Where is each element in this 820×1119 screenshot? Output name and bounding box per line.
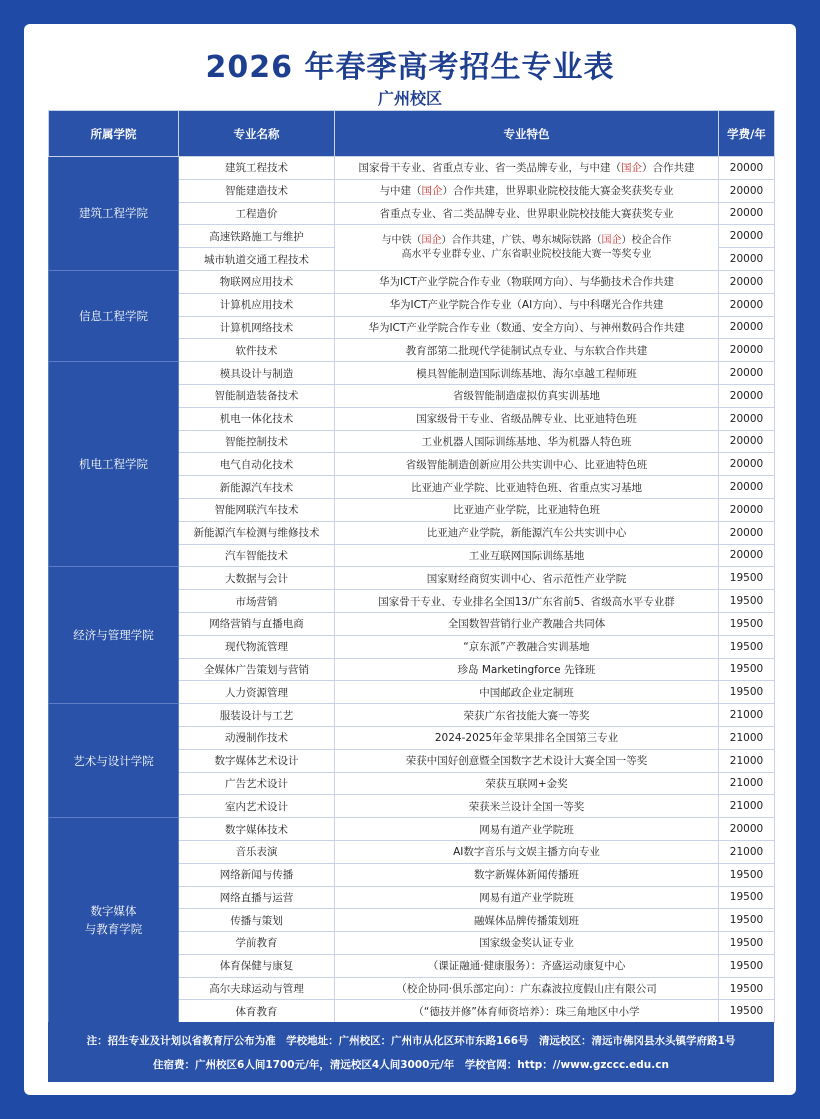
feature-cell: [335, 818, 719, 841]
feature-cell: [335, 635, 719, 658]
feature-segment: 网易有道产业学院班: [479, 823, 574, 836]
header-fee: 学费/年: [719, 111, 775, 157]
feature-segment: 省级智能制造虚拟仿真实训基地: [453, 390, 600, 403]
feature-segment: （校企协同·俱乐部定向）：广东森波拉度假山庄有限公司: [396, 983, 657, 996]
enrollment-card: [24, 24, 796, 1095]
major-cell: 智能建造技术: [179, 179, 335, 202]
fee-cell: 19500: [719, 863, 775, 886]
feature-segment: ）校企合作: [621, 234, 672, 246]
feature-cell: [335, 567, 719, 590]
major-cell: 汽车智能技术: [179, 544, 335, 567]
feature-cell: [335, 932, 719, 955]
feature-segment: 国家骨干专业、省重点专业、省一类品牌专业，与中建（: [358, 162, 621, 175]
feature-segment: 中国邮政企业定制班: [479, 686, 574, 699]
college-name: 数字媒体: [90, 904, 137, 919]
feature-segment: 教育部第二批现代学徒制试点专业、与东软合作共建: [405, 344, 648, 357]
major-cell: 计算机网络技术: [179, 316, 335, 339]
feature-segment: 比亚迪产业学院、比亚迪特色班、省重点实习基地: [411, 481, 642, 494]
major-cell: 全媒体广告策划与营销: [179, 658, 335, 681]
fee-cell: 21000: [719, 704, 775, 727]
feature-cell: [335, 179, 719, 202]
major-cell: 体育教育: [179, 1000, 335, 1023]
fee-cell: 20000: [719, 157, 775, 180]
table-row: [49, 704, 775, 727]
footer-line-2: 住宿费：广州校区6人间1700元/年，清远校区4人间3000元/年 学校官网：http：//www.gzccc.edu.cn: [153, 1059, 669, 1071]
college-cell: [49, 157, 179, 271]
feature-segment: （“德技并修”体育师资培养）：珠三角地区中小学: [413, 1005, 640, 1018]
feature-segment: 工业互联网国际训练基地: [468, 549, 585, 562]
feature-cell: [335, 362, 719, 385]
fee-cell: 20000: [719, 202, 775, 225]
major-cell: 室内艺术设计: [179, 795, 335, 818]
feature-cell: [335, 157, 719, 180]
feature-segment: 华为ICT产业学院合作专业（物联网方向）、与华勤技术合作共建: [378, 276, 675, 289]
major-cell: 软件技术: [179, 339, 335, 362]
fee-cell: 19500: [719, 567, 775, 590]
feature-segment: 省重点专业、省二类品牌专业、世界职业院校技能大赛获奖专业: [379, 207, 674, 220]
fee-cell: 20000: [719, 293, 775, 316]
feature-segment: 荣获米兰设计全国一等奖: [468, 800, 585, 813]
major-cell: 人力资源管理: [179, 681, 335, 704]
college-name: 信息工程学院: [79, 309, 148, 324]
college-name: 与教育学院: [84, 922, 143, 937]
major-cell: 网络新闻与传播: [179, 863, 335, 886]
feature-cell: [335, 316, 719, 339]
campus-subtitle: 广州校区: [377, 89, 442, 108]
major-cell: 传播与策划: [179, 909, 335, 932]
fee-cell: 19500: [719, 886, 775, 909]
fee-cell: 20000: [719, 453, 775, 476]
major-cell: 智能网联汽车技术: [179, 498, 335, 521]
feature-cell: [335, 476, 719, 499]
major-cell: 数字媒体艺术设计: [179, 749, 335, 772]
feature-cell: [335, 453, 719, 476]
feature-cell: [335, 681, 719, 704]
major-cell: 机电一体化技术: [179, 407, 335, 430]
feature-cell: [335, 795, 719, 818]
fee-cell: 21000: [719, 749, 775, 772]
table-row: [49, 818, 775, 841]
table-header-row: [49, 111, 775, 157]
feature-cell: [335, 544, 719, 567]
feature-segment: 高水平专业群专业、广东省职业院校技能大赛一等奖专业: [401, 248, 652, 260]
feature-segment: 荣获广东省技能大赛一等奖: [463, 709, 590, 722]
feature-cell: [335, 521, 719, 544]
major-cell: 计算机应用技术: [179, 293, 335, 316]
feature-cell: [335, 225, 719, 271]
feature-cell: [335, 749, 719, 772]
header-feature: 专业特色: [335, 111, 719, 157]
feature-cell: [335, 977, 719, 1000]
major-cell: 新能源汽车检测与维修技术: [179, 521, 335, 544]
major-cell: 智能控制技术: [179, 430, 335, 453]
major-cell: 高尔夫球运动与管理: [179, 977, 335, 1000]
feature-segment: 国家骨干专业、专业排名全国13/广东省前5、省级高水平专业群: [378, 595, 675, 608]
feature-cell: [335, 772, 719, 795]
college-name: 经济与管理学院: [73, 628, 154, 643]
fee-cell: 20000: [719, 430, 775, 453]
fee-cell: 20000: [719, 225, 775, 248]
fee-cell: 20000: [719, 818, 775, 841]
feature-cell: [335, 270, 719, 293]
feature-segment: 与中铁（: [381, 234, 422, 246]
fee-cell: 19500: [719, 590, 775, 613]
feature-segment: 国家级金奖认证专业: [479, 937, 574, 950]
fee-cell: 21000: [719, 772, 775, 795]
college-cell: [49, 704, 179, 818]
college-cell: [49, 567, 179, 704]
fee-cell: 20000: [719, 498, 775, 521]
feature-segment: “京东派”产教融合实训基地: [463, 641, 590, 654]
fee-cell: 20000: [719, 179, 775, 202]
fee-cell: 20000: [719, 362, 775, 385]
feature-segment: 模具智能制造国际训练基地、海尔卓越工程师班: [416, 367, 637, 380]
feature-segment: 网易有道产业学院班: [479, 891, 574, 904]
feature-segment: 融媒体品牌传播策划班: [474, 914, 579, 927]
fee-cell: 19500: [719, 635, 775, 658]
feature-cell: [335, 1000, 719, 1023]
feature-segment: 工业机器人国际训练基地、华为机器人特色班: [421, 435, 632, 448]
feature-segment: 荣获中国好创意暨全国数字艺术设计大赛全国一等奖: [405, 755, 648, 768]
fee-cell: 19500: [719, 658, 775, 681]
feature-segment: 省级智能制造创新应用公共实训中心、比亚迪特色班: [405, 458, 648, 471]
feature-segment: 2024-2025年金苹果排名全国第三专业: [434, 732, 619, 745]
feature-cell: [335, 612, 719, 635]
feature-cell: [335, 407, 719, 430]
major-cell: 网络营销与直播电商: [179, 612, 335, 635]
feature-segment: 国家级骨干专业、省级品牌专业、比亚迪特色班: [416, 413, 637, 426]
college-name: 机电工程学院: [79, 457, 148, 472]
fee-cell: 20000: [719, 270, 775, 293]
major-cell: 大数据与会计: [179, 567, 335, 590]
major-cell: 数字媒体技术: [179, 818, 335, 841]
feature-cell: [335, 202, 719, 225]
feature-cell: [335, 954, 719, 977]
major-cell: 动漫制作技术: [179, 726, 335, 749]
feature-segment: 华为ICT产业学院合作专业（数通、安全方向）、与神州数码合作共建: [368, 321, 685, 334]
major-cell: 工程造价: [179, 202, 335, 225]
major-cell: 高速铁路施工与维护: [179, 225, 335, 248]
feature-cell: [335, 430, 719, 453]
feature-cell: [335, 840, 719, 863]
fee-cell: 20000: [719, 544, 775, 567]
feature-cell: [335, 384, 719, 407]
feature-cell: [335, 909, 719, 932]
major-cell: 体育保健与康复: [179, 954, 335, 977]
feature-segment: 比亚迪产业学院，新能源汽车公共实训中心: [426, 527, 627, 540]
majors-table: [48, 110, 775, 1023]
feature-cell: [335, 339, 719, 362]
fee-cell: 20000: [719, 407, 775, 430]
feature-segment: 国企: [601, 234, 622, 246]
major-cell: 物联网应用技术: [179, 270, 335, 293]
major-cell: 建筑工程技术: [179, 157, 335, 180]
feature-segment: 数字新媒体新闻传播班: [474, 869, 579, 882]
major-cell: 模具设计与制造: [179, 362, 335, 385]
fee-cell: 21000: [719, 795, 775, 818]
footer-line-1: 注：招生专业及计划以省教育厅公布为准 学校地址：广州校区：广州市从化区环市东路166号 清远校区：清远市佛冈县水头镇学府路1号: [86, 1035, 736, 1047]
fee-cell: 20000: [719, 521, 775, 544]
major-cell: 现代物流管理: [179, 635, 335, 658]
major-cell: 音乐表演: [179, 840, 335, 863]
major-cell: 学前教育: [179, 932, 335, 955]
fee-cell: 21000: [719, 726, 775, 749]
major-cell: 市场营销: [179, 590, 335, 613]
fee-cell: 21000: [719, 840, 775, 863]
college-cell: [49, 818, 179, 1023]
fee-cell: 19500: [719, 681, 775, 704]
feature-segment: 国家财经商贸实训中心、省示范性产业学院: [426, 572, 627, 585]
fee-cell: 20000: [719, 476, 775, 499]
feature-segment: AI数字音乐与文娱主播方向专业: [453, 846, 600, 859]
college-cell: [49, 362, 179, 567]
fee-cell: 19500: [719, 932, 775, 955]
feature-segment: （课证融通·健康服务）：齐盛运动康复中心: [427, 960, 626, 973]
feature-segment: 国企: [421, 234, 442, 246]
feature-segment: ）合作共建，世界职业院校技能大赛金奖获奖专业: [442, 185, 674, 198]
major-cell: 电气自动化技术: [179, 453, 335, 476]
major-cell: 新能源汽车技术: [179, 476, 335, 499]
table-row: [49, 362, 775, 385]
major-cell: 服装设计与工艺: [179, 704, 335, 727]
major-cell: 网络直播与运营: [179, 886, 335, 909]
fee-cell: 19500: [719, 1000, 775, 1023]
feature-segment: 全国数智营销行业产教融合共同体: [447, 618, 606, 631]
feature-cell: [335, 498, 719, 521]
feature-cell: [335, 863, 719, 886]
feature-segment: 国企: [621, 162, 642, 175]
feature-segment: 珍岛 Marketingforce 先锋班: [457, 663, 596, 676]
major-cell: 城市轨道交通工程技术: [179, 248, 335, 271]
major-cell: 智能制造装备技术: [179, 384, 335, 407]
fee-cell: 19500: [719, 909, 775, 932]
college-cell: [49, 270, 179, 361]
feature-segment: 华为ICT产业学院合作专业（AI方向）、与中科曙光合作共建: [389, 299, 664, 312]
feature-cell: [335, 726, 719, 749]
table-row: [49, 157, 775, 180]
header-major: 专业名称: [179, 111, 335, 157]
college-name: 艺术与设计学院: [73, 753, 154, 768]
page-title: 2026 年春季高考招生专业表: [205, 50, 615, 85]
fee-cell: 19500: [719, 977, 775, 1000]
feature-cell: [335, 658, 719, 681]
feature-cell: [335, 590, 719, 613]
table-row: [49, 270, 775, 293]
feature-segment: ）合作共建，广铁、粤东城际铁路（: [441, 234, 602, 246]
feature-cell: [335, 886, 719, 909]
fee-cell: 20000: [719, 316, 775, 339]
feature-cell: [335, 293, 719, 316]
feature-cell: [335, 704, 719, 727]
table-body: [49, 157, 775, 1023]
fee-cell: 19500: [719, 954, 775, 977]
majors-table-wrapper: [48, 110, 774, 1023]
feature-segment: 国企: [421, 185, 443, 198]
fee-cell: 20000: [719, 339, 775, 362]
footer-notes: [48, 1022, 774, 1082]
fee-cell: 20000: [719, 248, 775, 271]
feature-segment: ）合作共建: [642, 162, 695, 175]
fee-cell: 20000: [719, 384, 775, 407]
feature-segment: 比亚迪产业学院，比亚迪特色班: [453, 504, 600, 517]
college-name: 建筑工程学院: [79, 206, 148, 221]
table-row: [49, 567, 775, 590]
feature-segment: 荣获互联网+金奖: [485, 777, 568, 790]
header-college: 所属学院: [49, 111, 179, 157]
feature-segment: 与中建（: [379, 185, 422, 198]
major-cell: 广告艺术设计: [179, 772, 335, 795]
fee-cell: 19500: [719, 612, 775, 635]
